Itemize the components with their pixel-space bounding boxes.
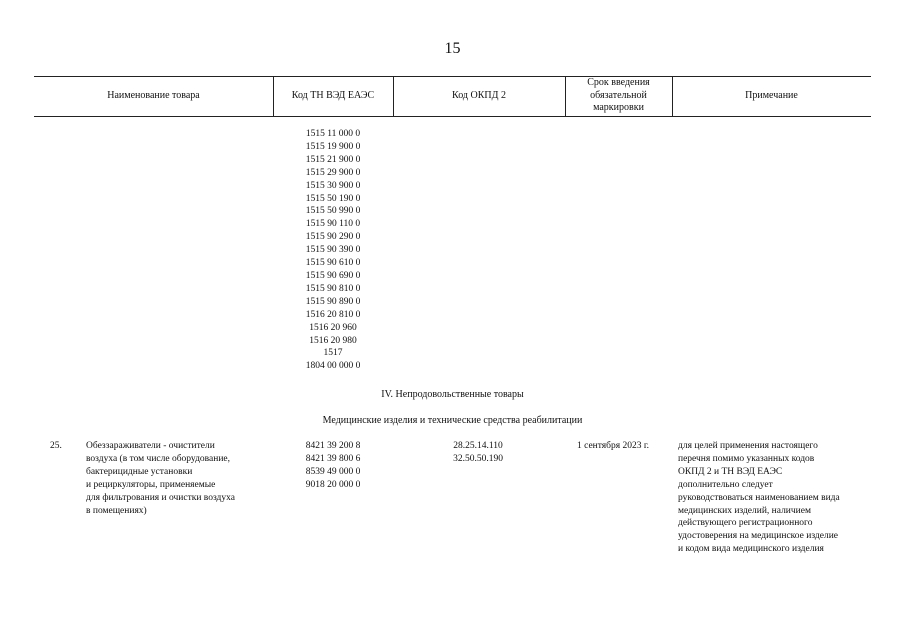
header-col-tn-ved: Код ТН ВЭД ЕАЭС xyxy=(291,89,375,101)
header-col-date xyxy=(565,76,672,116)
header-col-date-line: маркировки xyxy=(593,102,644,114)
tn-ved-code: 9018 20 000 0 xyxy=(305,479,361,490)
product-name-line: Обеззараживатели - очистители xyxy=(86,441,215,451)
product-name-line: в помещениях) xyxy=(86,505,147,516)
page-number: 15 xyxy=(444,40,461,57)
okpd-code: 32.50.50.190 xyxy=(453,453,503,464)
code-item: 1515 90 890 0 xyxy=(305,296,361,307)
product-name-line: для фильтрования и очистки воздуха xyxy=(86,492,235,503)
note-line: для целей применения настоящего xyxy=(678,441,818,451)
code-item: 1515 29 900 0 xyxy=(305,167,361,178)
code-item: 1515 90 690 0 xyxy=(305,270,361,281)
okpd-code: 28.25.14.110 xyxy=(453,441,503,451)
code-item: 1515 90 290 0 xyxy=(305,232,361,243)
code-item: 1515 30 900 0 xyxy=(305,180,361,191)
note-line: руководствоваться наименованием вида xyxy=(678,492,840,503)
code-item: 1515 50 990 0 xyxy=(305,206,361,217)
note-line: перечня помимо указанных кодов xyxy=(678,453,815,464)
product-name xyxy=(86,440,235,517)
introduction-date: 1 сентября 2023 г. xyxy=(577,441,650,451)
header-col-okpd: Код ОКПД 2 xyxy=(452,89,506,101)
header-col-date-line: обязательной xyxy=(590,89,647,101)
code-item: 1515 50 190 0 xyxy=(305,193,361,204)
tn-ved-code: 8421 39 800 6 xyxy=(305,453,361,464)
code-item: 1804 00 000 0 xyxy=(305,361,361,372)
header-bottom-rule xyxy=(34,116,871,117)
tn-ved-code: 8539 49 000 0 xyxy=(305,466,361,477)
header-col-name: Наименование товара xyxy=(107,89,200,101)
product-name-line: воздуха (в том числе оборудование, xyxy=(86,453,230,464)
row-number: 25. xyxy=(50,441,62,451)
code-item: 1516 20 980 xyxy=(309,335,357,346)
code-item: 1515 21 900 0 xyxy=(305,154,361,165)
code-item: 1515 90 110 0 xyxy=(305,219,361,230)
note-line: действующего регистрационного xyxy=(678,518,813,529)
code-item: 1515 90 610 0 xyxy=(305,258,361,269)
note-line: и кодом вида медицинского изделия xyxy=(678,544,824,555)
product-name-line: и рециркуляторы, применяемые xyxy=(86,479,216,490)
code-item: 1516 20 810 0 xyxy=(305,309,361,320)
note xyxy=(678,440,840,556)
code-item: 1515 90 810 0 xyxy=(305,283,361,294)
section-title: IV. Непродовольственные товары xyxy=(381,389,524,400)
code-item: 1515 11 000 0 xyxy=(305,129,361,139)
note-line: дополнительно следует xyxy=(678,479,773,490)
note-line: удостоверения на медицинское изделие xyxy=(678,531,839,542)
code-item: 1515 90 390 0 xyxy=(305,245,361,256)
continued-codes-list xyxy=(283,128,383,373)
code-item: 1517 xyxy=(323,348,343,359)
note-line: ОКПД 2 и ТН ВЭД ЕАЭС xyxy=(678,466,783,477)
subsection-title: Медицинские изделия и технические средства реабилитации xyxy=(322,415,583,426)
tn-ved-code: 8421 39 200 8 xyxy=(305,441,361,451)
tn-ved-codes xyxy=(283,440,383,492)
product-name-line: бактерицидные установки xyxy=(86,466,193,477)
header-col-date-line: Срок введения xyxy=(587,77,650,89)
okpd-codes xyxy=(428,440,528,466)
note-line: медицинских изделий, наличием xyxy=(678,505,811,516)
code-item: 1515 19 900 0 xyxy=(305,141,361,152)
code-item: 1516 20 960 xyxy=(309,322,357,333)
header-col-note: Примечание xyxy=(745,89,798,101)
